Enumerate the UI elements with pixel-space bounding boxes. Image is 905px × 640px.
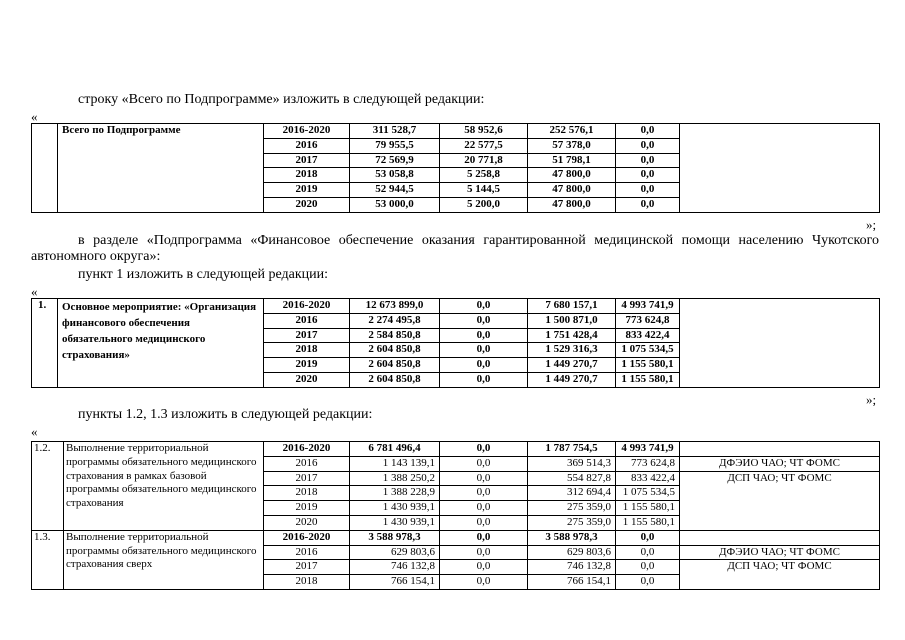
table-cell: 252 576,1 — [528, 124, 616, 139]
table-cell: 22 577,5 — [440, 138, 528, 153]
table-cell: 52 944,5 — [350, 183, 440, 198]
table-cell: 0,0 — [616, 124, 680, 139]
table-cell: 5 144,5 — [440, 183, 528, 198]
table-cell: 275 359,0 — [528, 515, 616, 530]
table-cell: 1 449 270,7 — [528, 372, 616, 387]
table-cell: 5 200,0 — [440, 197, 528, 212]
table-cell: 2017 — [264, 328, 350, 343]
table-row — [32, 124, 880, 139]
quote-open-3: « — [31, 424, 38, 439]
table-row-label: Всего по Подпрограмме — [58, 124, 264, 213]
table-cell: 0,0 — [440, 560, 528, 575]
table-cell: 2 604 850,8 — [350, 343, 440, 358]
table-cell: 766 154,1 — [350, 575, 440, 590]
table-cell: 0,0 — [440, 471, 528, 486]
table-cell: 0,0 — [440, 343, 528, 358]
table-cell: 3 588 978,3 — [528, 530, 616, 545]
table-cell: 1 529 316,3 — [528, 343, 616, 358]
table-cell: 1 075 534,5 — [616, 486, 680, 501]
table-cell: 275 359,0 — [528, 501, 616, 516]
item-number: 1.2. — [32, 442, 64, 531]
table-cell: 2017 — [264, 560, 350, 575]
table-cell: 833 422,4 — [616, 328, 680, 343]
table-cell: 2019 — [264, 501, 350, 516]
table-cell: 2016-2020 — [264, 442, 350, 457]
table-cell: 4 993 741,9 — [616, 299, 680, 314]
table-cell: 0,0 — [440, 515, 528, 530]
table-cell: 57 378,0 — [528, 138, 616, 153]
executor-cell: ДФЭИО ЧАО; ЧТ ФОМС — [680, 456, 880, 471]
table-cell: 2016-2020 — [264, 124, 350, 139]
table-cell: 4 993 741,9 — [616, 442, 680, 457]
executor-cell: ДФЭИО ЧАО; ЧТ ФОМС — [680, 545, 880, 560]
table-row-label: Основное мероприятие: «Организация финансового обеспечения обязательного медицинского страхования» — [58, 299, 264, 388]
table-cell: 1 155 580,1 — [616, 501, 680, 516]
table-cell: 2 604 850,8 — [350, 372, 440, 387]
table-cell: 0,0 — [440, 313, 528, 328]
table-cell: 2018 — [264, 486, 350, 501]
table-cell: 1 751 428,4 — [528, 328, 616, 343]
table-cell: 0,0 — [616, 545, 680, 560]
table-cell: 2019 — [264, 358, 350, 373]
table-row — [32, 442, 880, 457]
table-cell: 0,0 — [616, 138, 680, 153]
table-cell: 1 787 754,5 — [528, 442, 616, 457]
table-cell: 0,0 — [616, 560, 680, 575]
paragraph-points-1-2-1-3: пункты 1.2, 1.3 изложить в следующей редакции: — [78, 407, 373, 422]
table-cell: 2017 — [264, 471, 350, 486]
table-cell: 0,0 — [616, 197, 680, 212]
table-cell: 53 000,0 — [350, 197, 440, 212]
table-cell: 0,0 — [440, 530, 528, 545]
table-cell: 311 528,7 — [350, 124, 440, 139]
table-cell: 1 388 228,9 — [350, 486, 440, 501]
table-cell: 2 604 850,8 — [350, 358, 440, 373]
table-cell: 2016-2020 — [264, 299, 350, 314]
table-cell: 2016 — [264, 456, 350, 471]
table-cell: 2019 — [264, 183, 350, 198]
table-total — [31, 123, 880, 213]
table-cell: 1 449 270,7 — [528, 358, 616, 373]
table-cell: 2020 — [264, 197, 350, 212]
table-cell: 2020 — [264, 372, 350, 387]
table-cell: 0,0 — [440, 358, 528, 373]
table-cell: 0,0 — [616, 183, 680, 198]
paragraph-section: в разделе «Подпрограмма «Финансовое обеспечение оказания гарантированной медицинской помощи населению Чукотского автономного округа»: — [31, 233, 879, 264]
table-cell: 2017 — [264, 153, 350, 168]
table-cell: 2020 — [264, 515, 350, 530]
table-cell: 554 827,8 — [528, 471, 616, 486]
table-cell: 2016 — [264, 138, 350, 153]
table-cell: 773 624,8 — [616, 456, 680, 471]
table-row-label: Выполнение территориальной программы обязательного медицинского страхования сверх — [64, 530, 264, 589]
table-cell: 0,0 — [616, 530, 680, 545]
table-cell: 47 800,0 — [528, 197, 616, 212]
table-cell: 1 155 580,1 — [616, 515, 680, 530]
executor-cell: ДСП ЧАО; ЧТ ФОМС — [680, 560, 880, 590]
table-cell: 1 075 534,5 — [616, 343, 680, 358]
table-cell: 746 132,8 — [350, 560, 440, 575]
item-number: 1. — [32, 299, 58, 388]
table-cell: 79 955,5 — [350, 138, 440, 153]
table-cell: 0,0 — [616, 168, 680, 183]
table-cell: 2018 — [264, 575, 350, 590]
table-cell: 20 771,8 — [440, 153, 528, 168]
table-cell: 2016 — [264, 545, 350, 560]
table-cell: 53 058,8 — [350, 168, 440, 183]
table-cell: 2016 — [264, 313, 350, 328]
table-cell: 12 673 899,0 — [350, 299, 440, 314]
paragraph-point1: пункт 1 изложить в следующей редакции: — [78, 267, 328, 282]
table-cell: 0,0 — [440, 372, 528, 387]
table-cell: 5 258,8 — [440, 168, 528, 183]
table-cell: 1 430 939,1 — [350, 501, 440, 516]
table-cell: 312 694,4 — [528, 486, 616, 501]
table-cell: 1 155 580,1 — [616, 372, 680, 387]
table-cell: 773 624,8 — [616, 313, 680, 328]
table-cell: 0,0 — [440, 501, 528, 516]
table-cell: 7 680 157,1 — [528, 299, 616, 314]
table-row — [32, 299, 880, 314]
quote-open-1: « — [31, 109, 38, 124]
table-cell-blank — [32, 124, 58, 213]
table-cell: 72 569,9 — [350, 153, 440, 168]
table-cell: 0,0 — [440, 442, 528, 457]
table-cell: 51 798,1 — [528, 153, 616, 168]
table-cell: 3 588 978,3 — [350, 530, 440, 545]
table-cell: 746 132,8 — [528, 560, 616, 575]
table-cell: 2016-2020 — [264, 530, 350, 545]
table-cell: 1 143 139,1 — [350, 456, 440, 471]
table-cell-blank — [680, 530, 880, 545]
executor-cell: ДСП ЧАО; ЧТ ФОМС — [680, 471, 880, 530]
table-cell: 6 781 496,4 — [350, 442, 440, 457]
table-cell: 0,0 — [440, 328, 528, 343]
quote-close-2: »; — [866, 392, 877, 407]
table-cell: 369 514,3 — [528, 456, 616, 471]
table-cell: 1 155 580,1 — [616, 358, 680, 373]
table-cell: 2018 — [264, 343, 350, 358]
table-cell: 0,0 — [440, 486, 528, 501]
table-cell: 2 274 495,8 — [350, 313, 440, 328]
table-row-label: Выполнение территориальной программы обязательного медицинского страхования в рамках базовой программы обязательного медицинского страхования — [64, 442, 264, 531]
table-cell: 47 800,0 — [528, 183, 616, 198]
table-cell: 0,0 — [616, 153, 680, 168]
quote-open-2: « — [31, 284, 38, 299]
table-cell: 0,0 — [440, 545, 528, 560]
table-row — [32, 530, 880, 545]
table-items — [31, 441, 880, 590]
table-cell: 0,0 — [440, 299, 528, 314]
quote-close-1: »; — [866, 217, 877, 232]
table-cell: 0,0 — [440, 456, 528, 471]
table-cell: 1 430 939,1 — [350, 515, 440, 530]
table-main-activity — [31, 298, 880, 388]
item-number: 1.3. — [32, 530, 64, 589]
paragraph-total-line: строку «Всего по Подпрограмме» изложить в следующей редакции: — [78, 92, 485, 107]
table-cell: 2018 — [264, 168, 350, 183]
table-cell: 0,0 — [616, 575, 680, 590]
table-cell-blank — [680, 124, 880, 213]
table-cell: 629 803,6 — [350, 545, 440, 560]
table-cell: 58 952,6 — [440, 124, 528, 139]
table-cell: 1 388 250,2 — [350, 471, 440, 486]
table-cell: 0,0 — [440, 575, 528, 590]
table-cell: 47 800,0 — [528, 168, 616, 183]
table-cell-blank — [680, 442, 880, 457]
table-cell: 629 803,6 — [528, 545, 616, 560]
table-cell: 1 500 871,0 — [528, 313, 616, 328]
table-cell: 766 154,1 — [528, 575, 616, 590]
table-cell-blank — [680, 299, 880, 388]
table-cell: 833 422,4 — [616, 471, 680, 486]
table-cell: 2 584 850,8 — [350, 328, 440, 343]
